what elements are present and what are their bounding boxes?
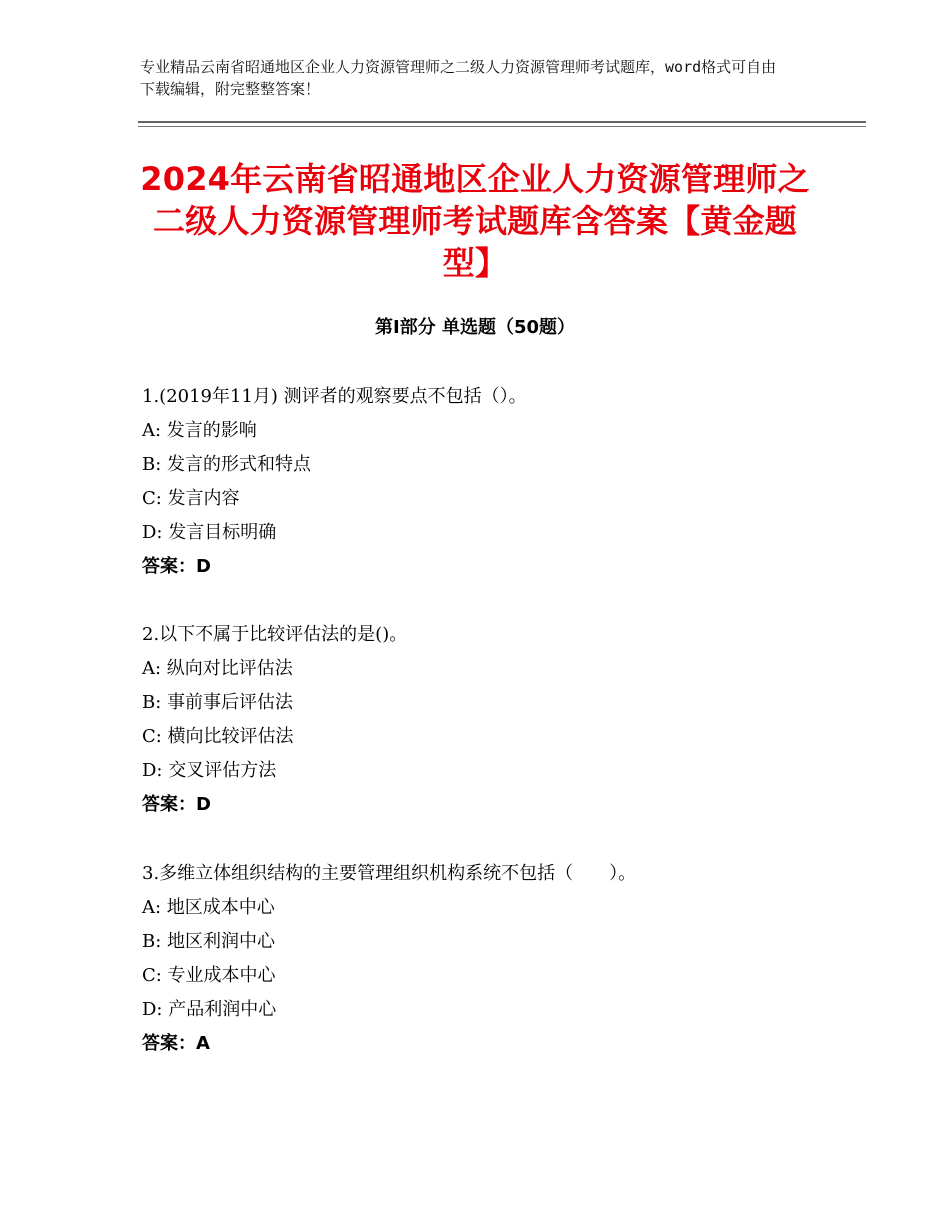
- option-a: A: 发言的影响: [142, 420, 257, 441]
- option-c: C: 发言内容: [142, 488, 240, 509]
- question-stem: 1.(2019年11月) 测评者的观察要点不包括（）。: [142, 386, 527, 407]
- answer-line: 答案：A: [142, 1033, 210, 1054]
- option-a: A: 纵向对比评估法: [142, 658, 293, 679]
- question-3: [142, 857, 862, 1061]
- document-title: 2024年云南省昭通地区企业人力资源管理师之二级人力资源管理师考试题库含答案【黄金题型】: [140, 160, 810, 282]
- option-d: D: 交叉评估方法: [142, 760, 277, 781]
- question-2: [142, 618, 862, 822]
- header-divider-thin: [138, 126, 866, 127]
- header-divider: [138, 121, 866, 123]
- question-stem: 2.以下不属于比较评估法的是()。: [142, 624, 408, 645]
- answer-line: 答案：D: [142, 556, 211, 577]
- question-stem: 3.多维立体组织结构的主要管理组织机构系统不包括（ ）。: [142, 863, 637, 884]
- option-b: B: 地区利润中心: [142, 931, 276, 952]
- answer-line: 答案：D: [142, 794, 211, 815]
- section-heading: 第Ⅰ部分 单选题（50题）: [374, 317, 575, 338]
- header-note: 专业精品云南省昭通地区企业人力资源管理师之二级人力资源管理师考试题库，word格式可自由下载编辑，附完整整答案！: [140, 58, 777, 98]
- option-d: D: 产品利润中心: [142, 999, 277, 1020]
- option-b: B: 发言的形式和特点: [142, 454, 312, 475]
- option-c: C: 专业成本中心: [142, 965, 276, 986]
- question-1: [142, 380, 862, 584]
- option-c: C: 横向比较评估法: [142, 726, 294, 747]
- option-a: A: 地区成本中心: [142, 897, 275, 918]
- option-d: D: 发言目标明确: [142, 522, 277, 543]
- option-b: B: 事前事后评估法: [142, 692, 294, 713]
